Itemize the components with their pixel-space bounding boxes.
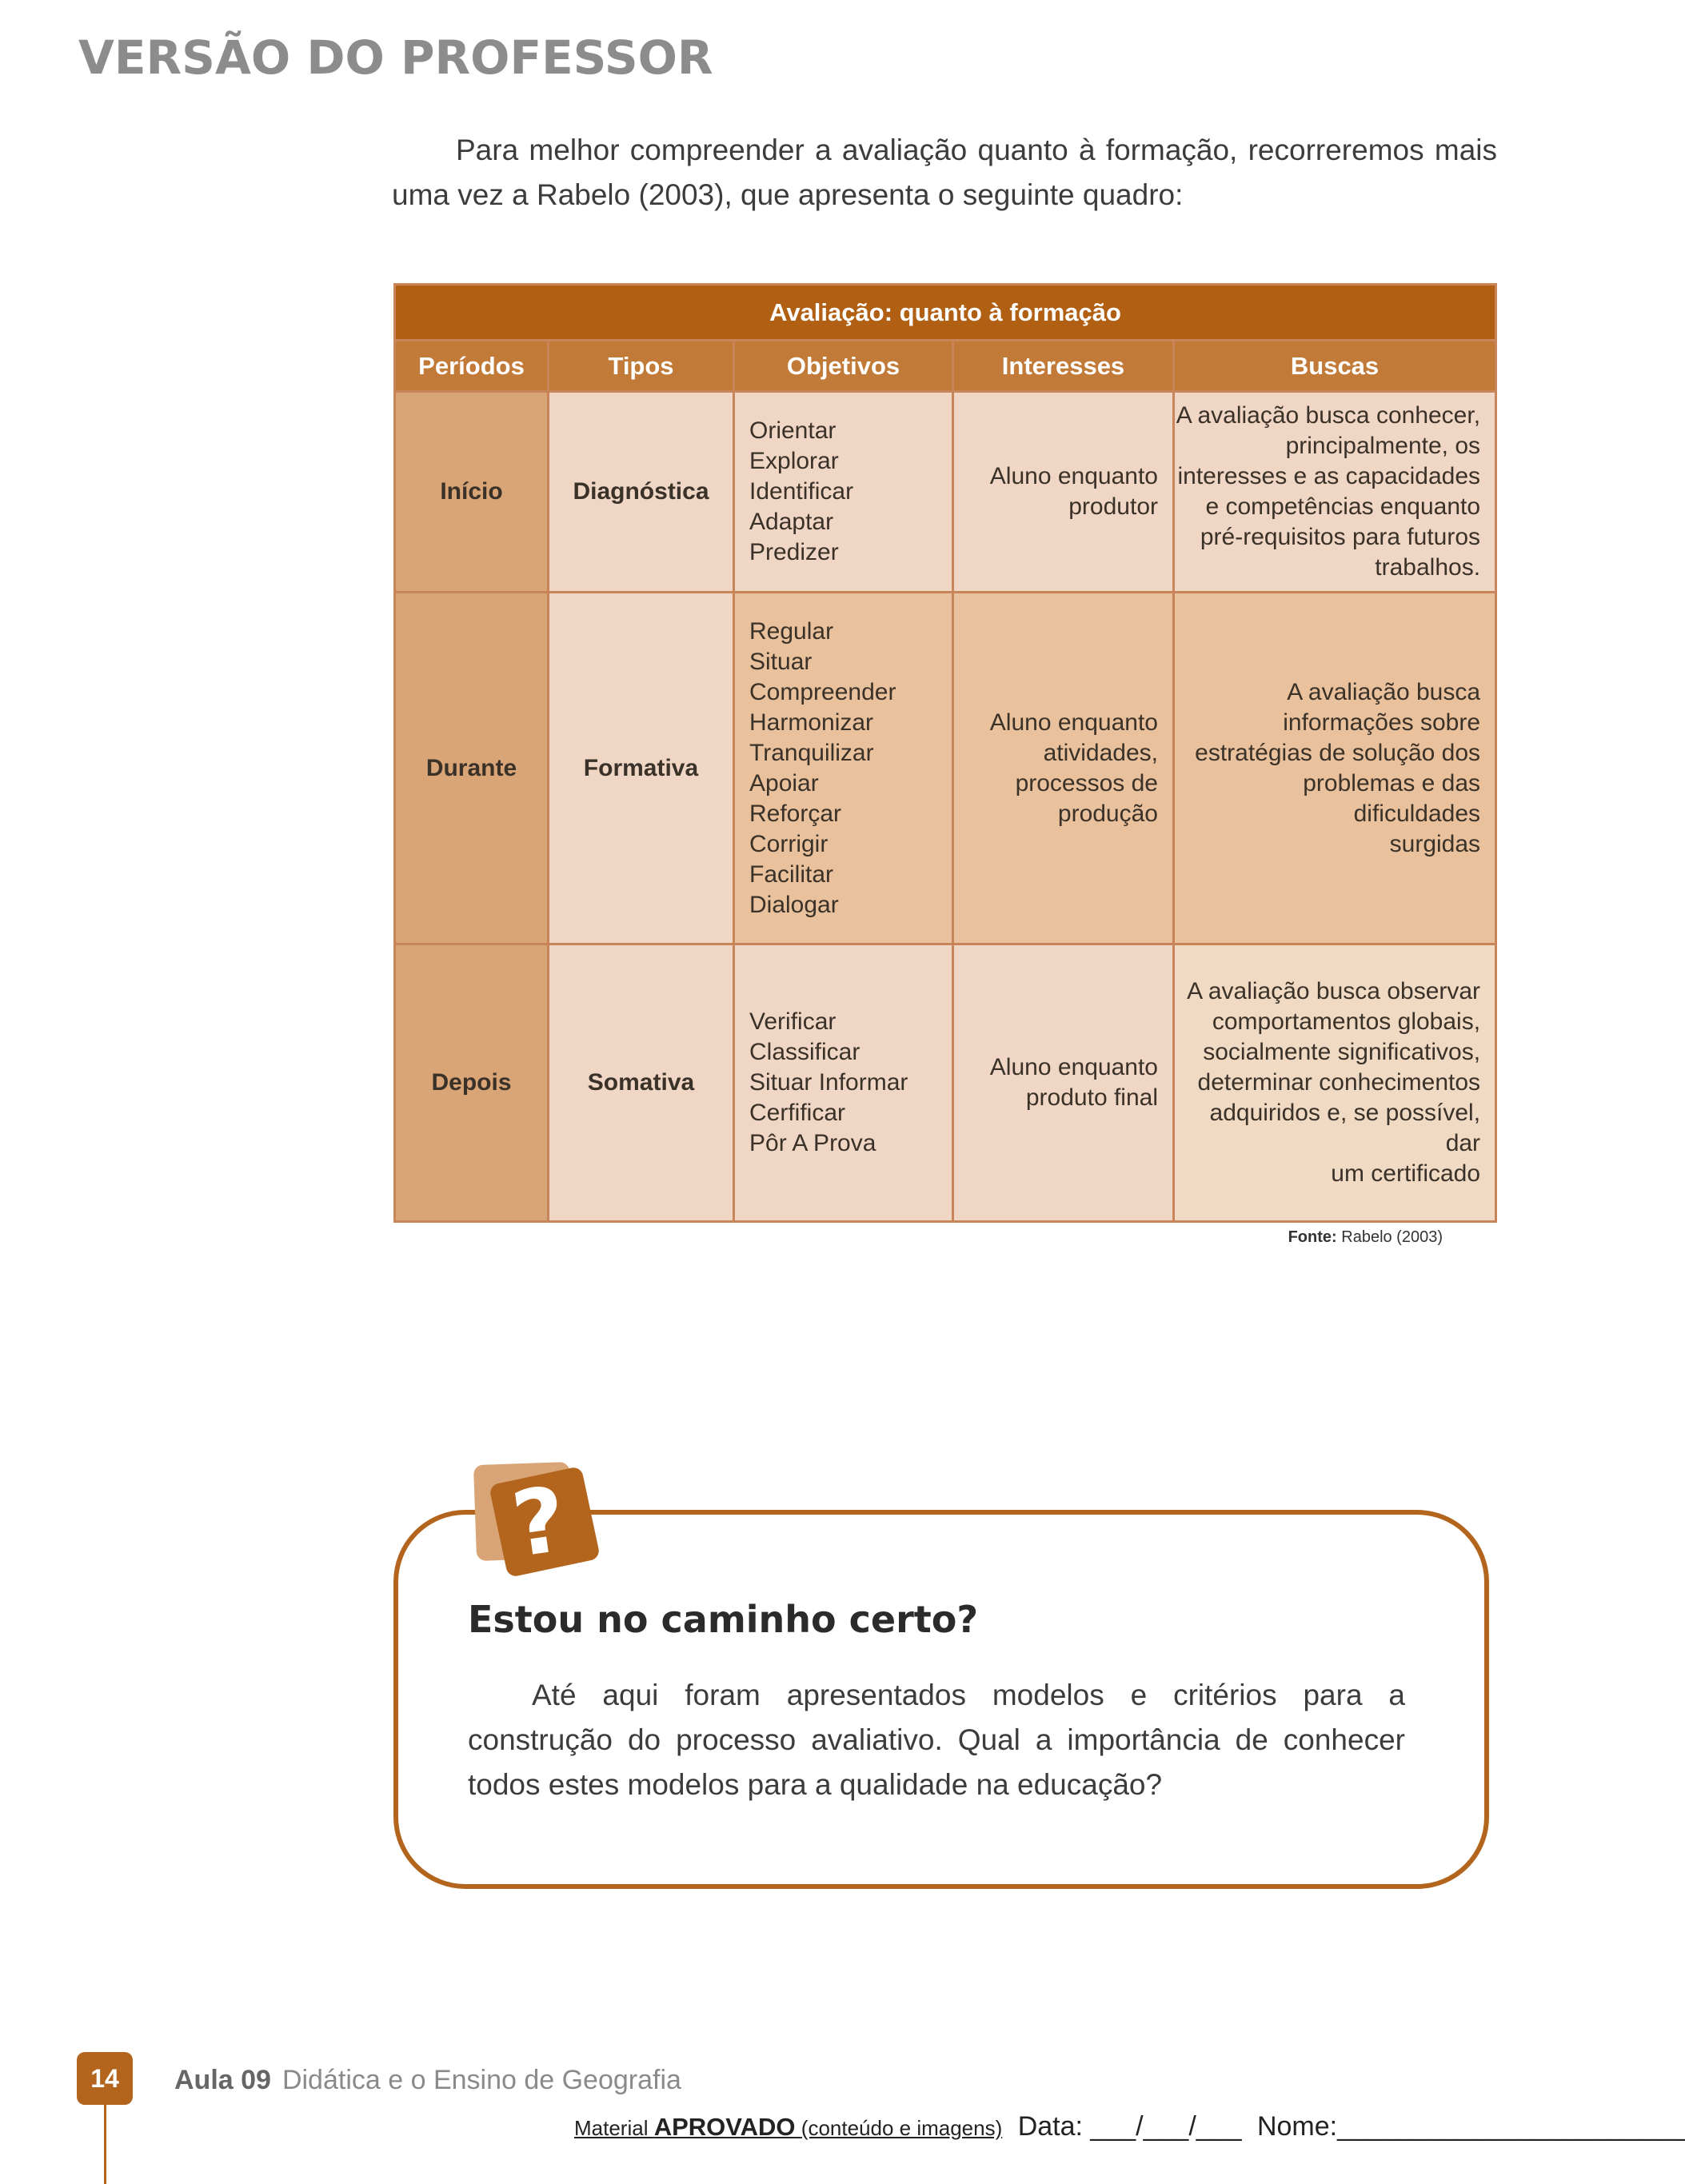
question-mark-icon: [473, 1457, 601, 1585]
interesses-cell: [953, 593, 1174, 944]
interesse-line: Aluno enquanto: [989, 463, 1158, 489]
tipo-cell: Somativa: [549, 944, 734, 1222]
tipo-cell: Diagnóstica: [549, 392, 734, 593]
evaluation-table: [393, 283, 1497, 1223]
periodo-cell: Início: [395, 392, 549, 593]
table-row: [395, 593, 1496, 944]
approval-footer: [574, 2111, 1685, 2142]
periodo-cell: Durante: [395, 593, 549, 944]
name-field: Nome:_______________________: [1256, 2111, 1685, 2142]
content-label: (conteúdo e imagens): [801, 2116, 1003, 2140]
approval-stamp: [574, 2113, 1003, 2141]
objetivo-item: Classificar: [749, 1039, 860, 1065]
busca-line: estratégias de solução dos: [1195, 739, 1481, 766]
table-row: [395, 392, 1496, 593]
busca-line: informações sobre: [1283, 709, 1481, 736]
table-row: [395, 944, 1496, 1222]
objetivo-item: Explorar: [749, 448, 839, 474]
buscas-cell: [1174, 392, 1496, 593]
busca-line: socialmente significativos,: [1203, 1039, 1481, 1065]
svg-text:?: ?: [506, 1467, 573, 1578]
interesses-cell: [953, 944, 1174, 1222]
course-title: Didática e o Ensino de Geografia: [281, 2065, 681, 2095]
objetivos-cell: [734, 944, 953, 1222]
objetivos-cell: [734, 392, 953, 593]
busca-line: determinar conhecimentos: [1197, 1069, 1481, 1096]
column-header-buscas: Buscas: [1174, 341, 1496, 392]
interesse-line: processos de: [1015, 769, 1158, 797]
busca-line: surgidas: [1389, 830, 1481, 857]
busca-line: e competências enquanto: [1205, 493, 1481, 520]
objetivo-item: Corrigir: [749, 830, 829, 857]
interesse-line: produção: [1057, 800, 1158, 827]
objetivo-item: Situar: [749, 648, 813, 675]
tipo-cell: Formativa: [549, 593, 734, 944]
busca-line: adquiridos e, se possível, dar: [1209, 1100, 1481, 1156]
busca-line: pré-requisitos para futuros: [1200, 524, 1481, 550]
busca-line: A avaliação busca observar: [1187, 978, 1481, 1004]
interesse-line: atividades,: [1043, 739, 1158, 766]
objetivo-item: Adaptar: [749, 509, 834, 535]
table-caption: Avaliação: quanto à formação: [395, 285, 1496, 341]
interesse-line: produto final: [1025, 1084, 1158, 1111]
objetivo-item: Identificar: [749, 478, 854, 505]
objetivo-item: Apoiar: [749, 769, 819, 797]
question-box-text: [468, 1673, 1405, 1807]
objetivo-item: Predizer: [749, 539, 839, 565]
lesson-info: [174, 2065, 681, 2096]
interesse-line: Aluno enquanto: [989, 1054, 1158, 1080]
busca-line: comportamentos globais,: [1212, 1008, 1481, 1035]
busca-line: A avaliação busca: [1287, 678, 1481, 705]
objetivo-item: Dialogar: [749, 891, 839, 918]
objetivo-item: Reforçar: [749, 800, 842, 827]
objetivo-item: Verificar: [749, 1008, 837, 1035]
busca-line: problemas e das dificuldades: [1303, 769, 1481, 827]
question-box-title: Estou no caminho certo?: [468, 1598, 979, 1641]
objetivo-item: Cerfificar: [749, 1100, 846, 1126]
objetivo-item: Tranquilizar: [749, 739, 874, 766]
busca-line: A avaliação busca conhecer,: [1176, 402, 1481, 429]
interesses-cell: [953, 392, 1174, 593]
intro-text: Para melhor compreender a avaliação quanto à formação, recorreremos mais uma vez a Rabelo (2003), que apresenta o seguinte quadro:: [392, 134, 1497, 211]
interesse-line: Aluno enquanto: [989, 709, 1158, 736]
question-text: Até aqui foram apresentados modelos e critérios para a construção do processo avaliativo. Qual a importância de conhecer todos estes modelos para a qualidade na educação?: [468, 1679, 1405, 1801]
objetivo-item: Facilitar: [749, 860, 834, 888]
date-field: Data: ___/___/___: [1017, 2111, 1242, 2142]
busca-line: interesses e as capacidades: [1177, 463, 1481, 489]
column-header-periodos: Períodos: [395, 341, 549, 392]
page-number: 14: [77, 2052, 133, 2105]
buscas-cell: [1174, 944, 1496, 1222]
column-header-objetivos: Objetivos: [734, 341, 953, 392]
approved-label: APROVADO: [653, 2113, 796, 2141]
objetivo-item: Pôr A Prova: [749, 1130, 876, 1156]
page-header: VERSÃO DO PROFESSOR: [78, 30, 713, 85]
objetivo-item: Regular: [749, 617, 834, 645]
buscas-cell: [1174, 593, 1496, 944]
lesson-label: Aula 09: [174, 2065, 271, 2095]
column-header-tipos: Tipos: [549, 341, 734, 392]
busca-line: um certificado: [1331, 1160, 1481, 1187]
table-source: [1288, 1228, 1443, 1247]
source-value: Rabelo (2003): [1341, 1228, 1443, 1246]
intro-paragraph: [392, 128, 1497, 218]
objetivos-cell: [734, 593, 953, 944]
objetivo-item: Compreender: [749, 678, 896, 705]
objetivo-item: Situar Informar: [749, 1069, 908, 1096]
column-header-interesses: Interesses: [953, 341, 1174, 392]
busca-line: trabalhos.: [1375, 554, 1481, 581]
source-label: Fonte:: [1288, 1228, 1337, 1246]
busca-line: principalmente, os: [1285, 433, 1481, 459]
objetivo-item: Orientar: [749, 417, 837, 444]
interesse-line: produtor: [1068, 493, 1158, 520]
material-label: Material: [574, 2116, 649, 2140]
periodo-cell: Depois: [395, 944, 549, 1222]
objetivo-item: Harmonizar: [749, 709, 874, 736]
page-number-line: [104, 2103, 106, 2184]
